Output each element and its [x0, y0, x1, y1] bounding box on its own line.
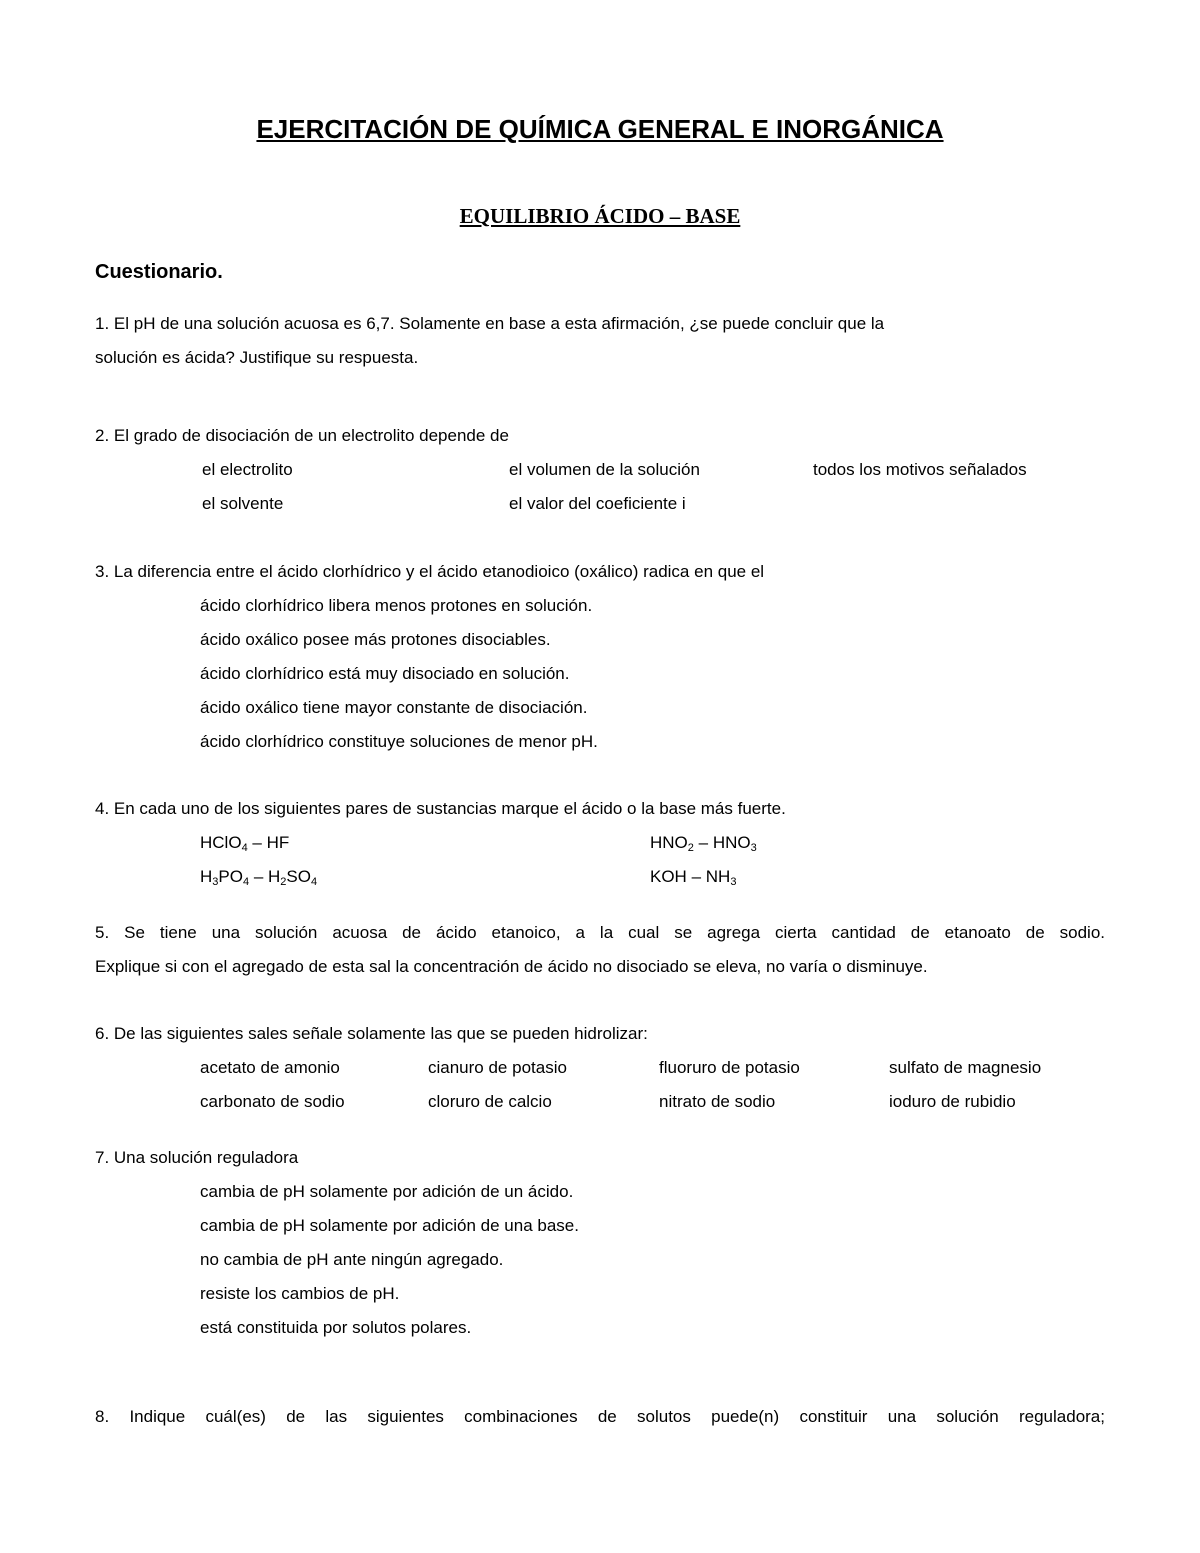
document-title: EJERCITACIÓN DE QUÍMICA GENERAL E INORGÁNICA: [256, 114, 944, 144]
question-6-option: fluoruro de potasio: [659, 1058, 800, 1077]
question-2-stem: 2. El grado de disociación de un electrolito depende de: [95, 426, 509, 445]
question-8-line-1: 8. Indique cuál(es) de las siguientes combinaciones de solutos puede(n) constituir una solución reguladora;: [95, 1407, 1105, 1426]
question-2-option: todos los motivos señalados: [813, 460, 1027, 479]
question-7-option: no cambia de pH ante ningún agregado.: [200, 1250, 504, 1269]
question-1-line-2: solución es ácida? Justifique su respuesta.: [95, 348, 419, 367]
question-5-line-2: Explique si con el agregado de esta sal la concentración de ácido no disociado se eleva, no varía o disminuye.: [95, 957, 928, 976]
question-5-line-1: 5. Se tiene una solución acuosa de ácido etanoico, a la cual se agrega cierta cantidad de etanoato de sodio.: [95, 923, 1105, 942]
question-6-option: ioduro de rubidio: [889, 1092, 1016, 1111]
section-heading: Cuestionario.: [95, 261, 223, 283]
question-4-pair: HClO$_4$ – HF: [200, 833, 290, 854]
question-6-option: acetato de amonio: [200, 1058, 340, 1077]
question-4-stem: 4. En cada uno de los siguientes pares de sustancias marque el ácido o la base más fuerte.: [95, 799, 786, 818]
question-2-option: el volumen de la solución: [509, 460, 700, 479]
question-4-pair: KOH – $NH_3$: [650, 867, 737, 888]
question-3-stem: 3. La diferencia entre el ácido clorhídrico y el ácido etanodioico (oxálico) radica en que el: [95, 562, 765, 581]
question-7-option: está constituida por solutos polares.: [200, 1318, 472, 1337]
question-6-option: carbonato de sodio: [200, 1092, 345, 1111]
question-4-pair: $H_3PO_4 - H_2SO_4$: [200, 867, 318, 888]
question-3-option: ácido clorhídrico constituye soluciones de menor pH.: [200, 732, 598, 751]
question-7-option: cambia de pH solamente por adición de un ácido.: [200, 1182, 574, 1201]
question-3-option: ácido clorhídrico libera menos protones en solución.: [200, 596, 593, 615]
question-3-option: ácido oxálico tiene mayor constante de disociación.: [200, 698, 588, 717]
question-3-option: ácido clorhídrico está muy disociado en solución.: [200, 664, 570, 683]
question-2-option: el solvente: [202, 494, 284, 513]
question-6-option: nitrato de sodio: [659, 1092, 776, 1111]
question-6-option: cianuro de potasio: [428, 1058, 567, 1077]
question-7-option: cambia de pH solamente por adición de una base.: [200, 1216, 579, 1235]
question-2-option: el electrolito: [202, 460, 293, 479]
question-1-line-1: 1. El pH de una solución acuosa es 6,7. Solamente en base a esta afirmación, ¿se puede concluir que la: [95, 314, 885, 333]
question-6-option: cloruro de calcio: [428, 1092, 552, 1111]
question-7-stem: 7. Una solución reguladora: [95, 1148, 299, 1167]
document-subtitle: EQUILIBRIO ÁCIDO – BASE: [459, 204, 741, 228]
question-7-option: resiste los cambios de pH.: [200, 1284, 400, 1303]
question-4-pair: $HNO_2 - HNO_3$: [650, 833, 757, 854]
question-3-option: ácido oxálico posee más protones disociables.: [200, 630, 551, 649]
question-6-option: sulfato de magnesio: [889, 1058, 1042, 1077]
question-6-stem: 6. De las siguientes sales señale solamente las que se pueden hidrolizar:: [95, 1024, 648, 1043]
question-2-option: el valor del coeficiente i: [509, 494, 686, 513]
